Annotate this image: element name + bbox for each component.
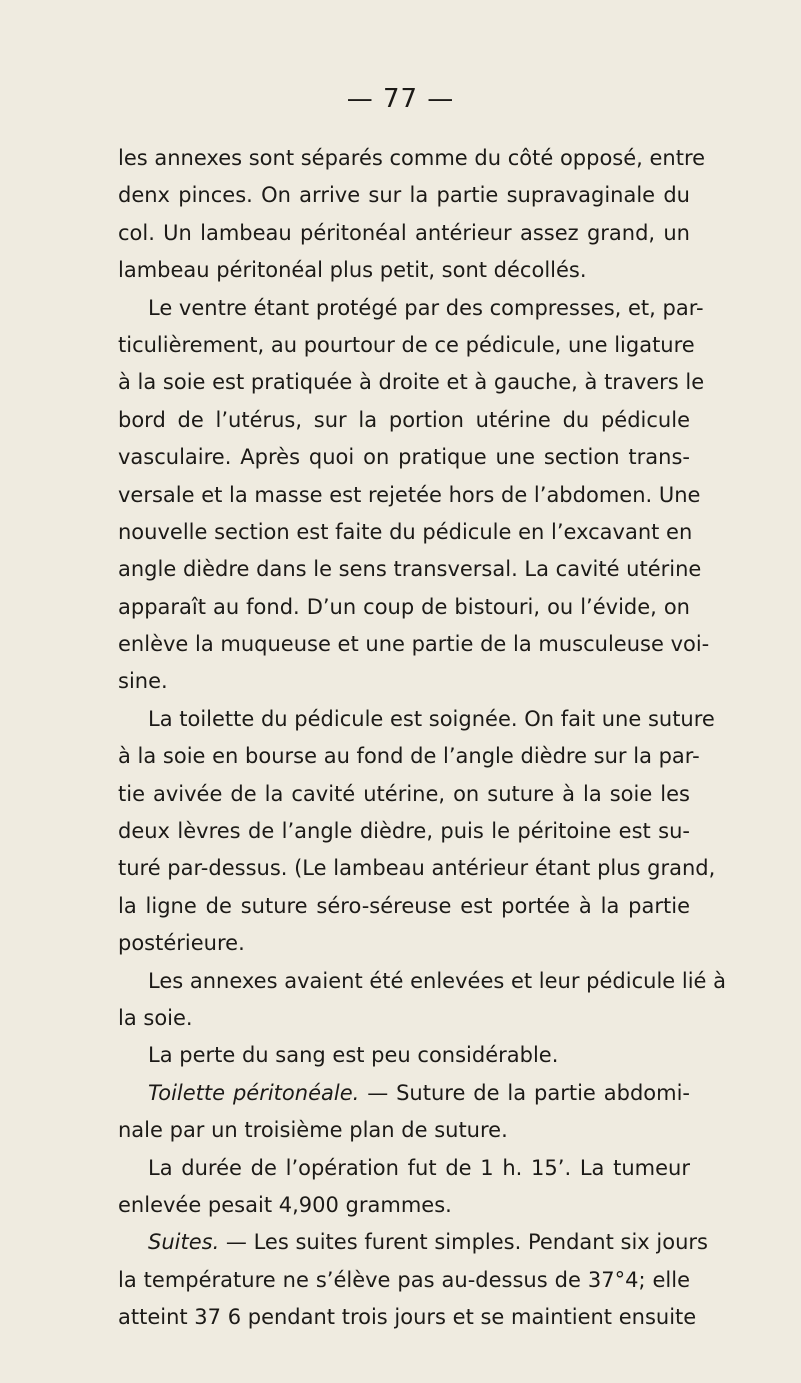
text-line: atteint 37 6 pendant trois jours et se maintient ensuite	[118, 1305, 697, 1330]
text-line: Le ventre étant protégé par des compresses, et, par-	[148, 295, 704, 320]
body-text	[118, 140, 727, 1337]
text-line: lambeau péritonéal plus petit, sont décollés.	[118, 258, 587, 283]
text-line	[118, 1075, 690, 1112]
text-line: enlevée pesait 4,900 grammes.	[118, 1192, 452, 1217]
text-run: — Suture de la partie abdomi-	[359, 1080, 690, 1105]
text-line: postérieure.	[118, 931, 245, 956]
text-line: tie avivée de la cavité utérine, on suture à la soie les	[118, 781, 690, 806]
text-line: à la soie en bourse au fond de l’angle dièdre sur la par-	[118, 744, 700, 769]
text-line: la soie.	[118, 1005, 193, 1030]
text-line: deux lèvres de l’angle dièdre, puis le péritoine est su-	[118, 819, 690, 844]
text-line: vasculaire. Après quoi on pratique une section trans-	[118, 445, 690, 470]
text-line: les annexes sont séparés comme du côté opposé, entre	[118, 146, 706, 170]
text-line: La toilette du pédicule est soignée. On fait une suture	[148, 706, 715, 731]
text-line: La durée de l’opération fut de 1 h. 15’. La tumeur	[148, 1155, 690, 1180]
text-line: col. Un lambeau péritonéal antérieur assez grand, un	[118, 220, 690, 245]
italic-heading: Suites.	[148, 1230, 220, 1255]
text-line: apparaît au fond. D’un coup de bistouri, ou l’évide, on	[118, 594, 690, 619]
text-line: bord de l’utérus, sur la portion utérine du pédicule	[118, 407, 690, 432]
text-line: la ligne de suture séro-séreuse est portée à la partie	[118, 893, 690, 918]
text-line: enlève la muqueuse et une partie de la musculeuse voi-	[118, 632, 710, 657]
text-line: sine.	[118, 669, 168, 694]
page-number: — 77 —	[346, 84, 455, 114]
text-line: nouvelle section est faite du pédicule en l’excavant en	[118, 519, 693, 544]
text-line: nale par un troisième plan de suture.	[118, 1118, 508, 1143]
italic-heading: Toilette péritonéale.	[148, 1080, 360, 1105]
text-line: la température ne s’élève pas au-dessus de 37°4; elle	[118, 1267, 690, 1292]
text-line: angle dièdre dans le sens transversal. La cavité utérine	[118, 557, 702, 582]
text-line: Les annexes avaient été enlevées et leur pédicule lié à	[148, 968, 727, 993]
text-line: denx pinces. On arrive sur la partie supravaginale du	[118, 183, 690, 208]
text-line: turé par-dessus. (Le lambeau antérieur étant plus grand,	[118, 856, 716, 881]
text-line: ticulièrement, au pourtour de ce pédicule, une ligature	[118, 332, 695, 357]
text-line: La perte du sang est peu considérable.	[148, 1043, 559, 1068]
text-line	[118, 1224, 708, 1261]
text-line: à la soie est pratiquée à droite et à gauche, à travers le	[118, 370, 705, 395]
text-line: versale et la masse est rejetée hors de l’abdomen. Une	[118, 482, 701, 507]
text-run: — Les suites furent simples. Pendant six jours	[219, 1230, 708, 1255]
